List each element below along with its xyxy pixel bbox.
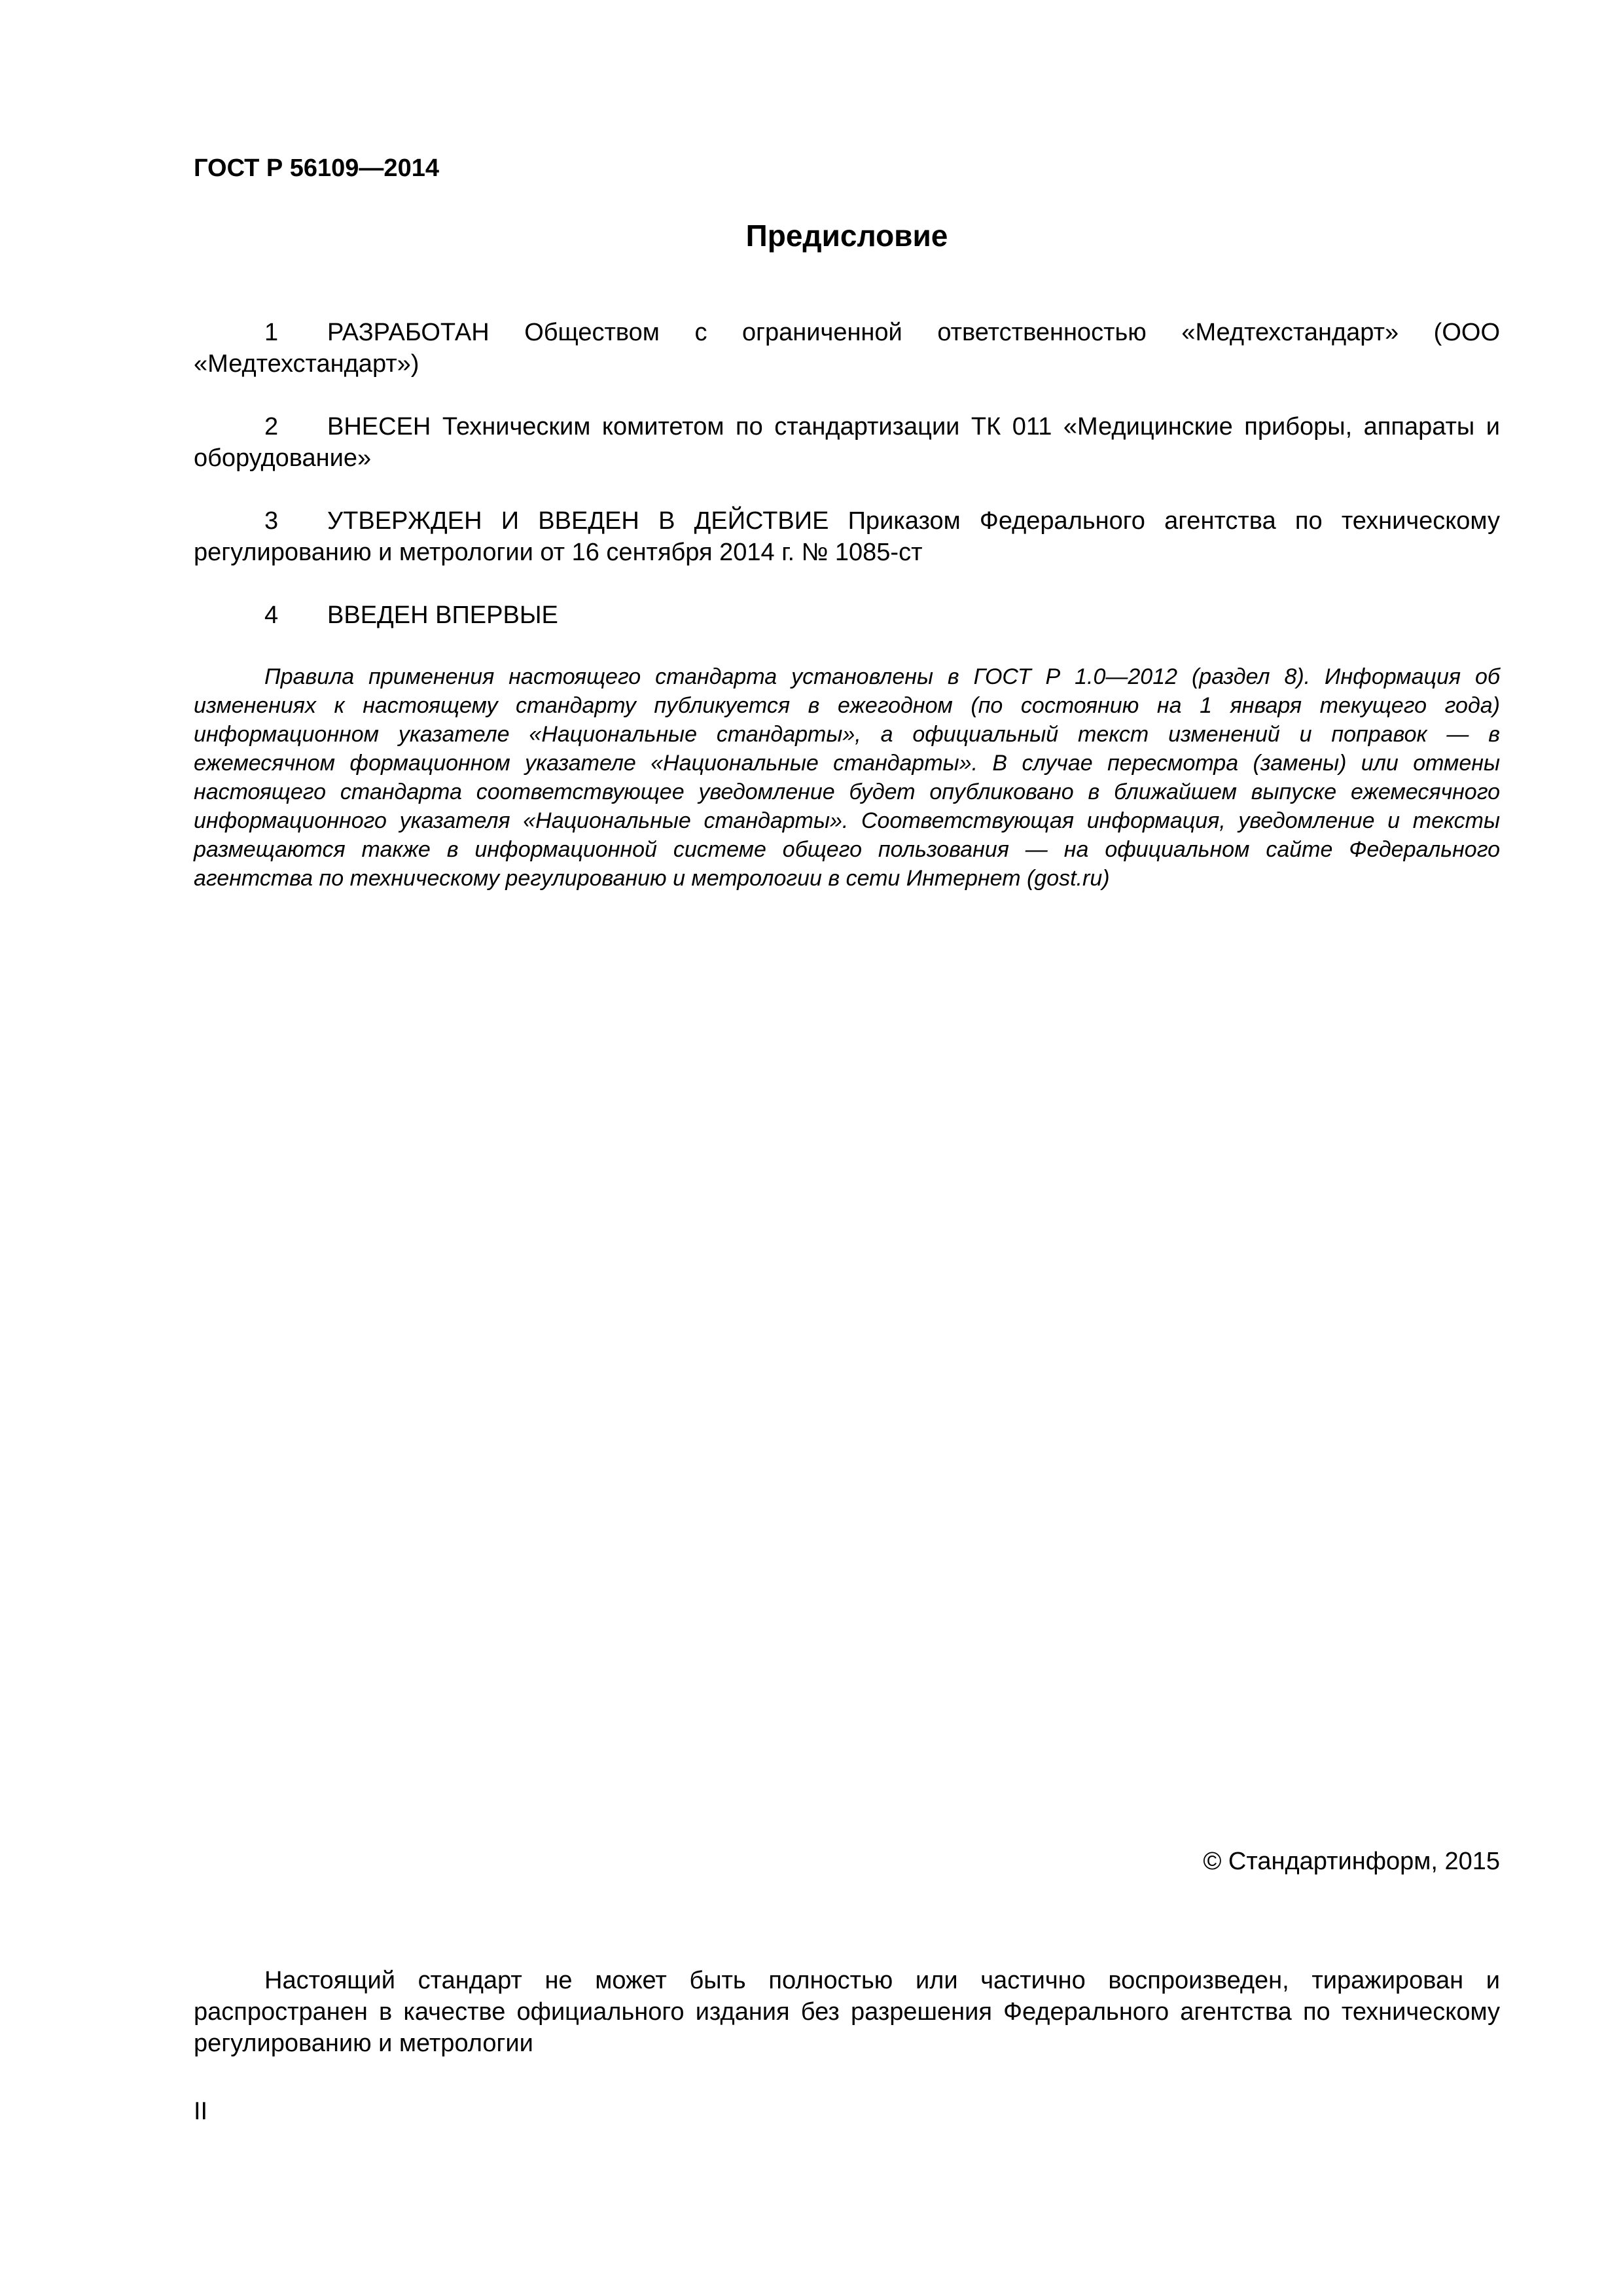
copyright-line: © Стандартинформ, 2015 [1203,1848,1500,1875]
item-text: ВВЕДЕН ВПЕРВЫЕ [327,601,558,629]
application-rules-note: Правила применения настоящего стандарта установлены в ГОСТ Р 1.0—2012 (раздел 8). Информация об изменениях к настоящему стандарту публикуется в ежегодном (по состоянию на 1 января текущего года) информационном указателе «Национальные стандарты», а официальный текст изменений и поправок — в ежемесячном формационном указателе «Национальные стандарты». В случае пересмотра (замены) или отмены настоящего стандарта соответствующее уведомление будет опубликовано в ближайшем выпуске ежемесячного информационного указателя «Национальные стандарты». Соответствующая информация, уведомление и тексты размещаются также в информационной системе общего пользования — на официальном сайте Федерального агентства по техническому регулированию и метрологии в сети Интернет (gost.ru) [194,664,1500,891]
page-number: II [194,2098,208,2125]
item-number: 4 [264,601,279,629]
foreword-item [194,600,1500,631]
item-text: УТВЕРЖДЕН И ВВЕДЕН В ДЕЙСТВИЕ Приказом Федерального агентства по техническому регулированию и метрологии от 16 сентября 2014 г. № 1085-ст [194,507,1500,566]
item-number: 3 [264,507,279,535]
foreword-item [194,317,1500,380]
item-text: ВНЕСЕН Техническим комитетом по стандартизации ТК 011 «Медицинские приборы, аппараты и оборудование» [194,413,1500,472]
document-code: ГОСТ Р 56109—2014 [194,154,439,182]
item-number: 1 [264,319,279,346]
item-number: 2 [264,413,279,440]
foreword-item [194,411,1500,474]
reproduction-notice: Настоящий стандарт не может быть полностью или частично воспроизведен, тиражирован и распространен в качестве официального издания без разрешения Федерального агентства по техническому регулированию и метрологии [194,1967,1500,2057]
item-text: РАЗРАБОТАН Обществом с ограниченной ответственностью «Медтехстандарт» (ООО «Медтехстандарт») [194,319,1500,378]
page-title: Предисловие [745,219,948,253]
foreword-item [194,505,1500,568]
